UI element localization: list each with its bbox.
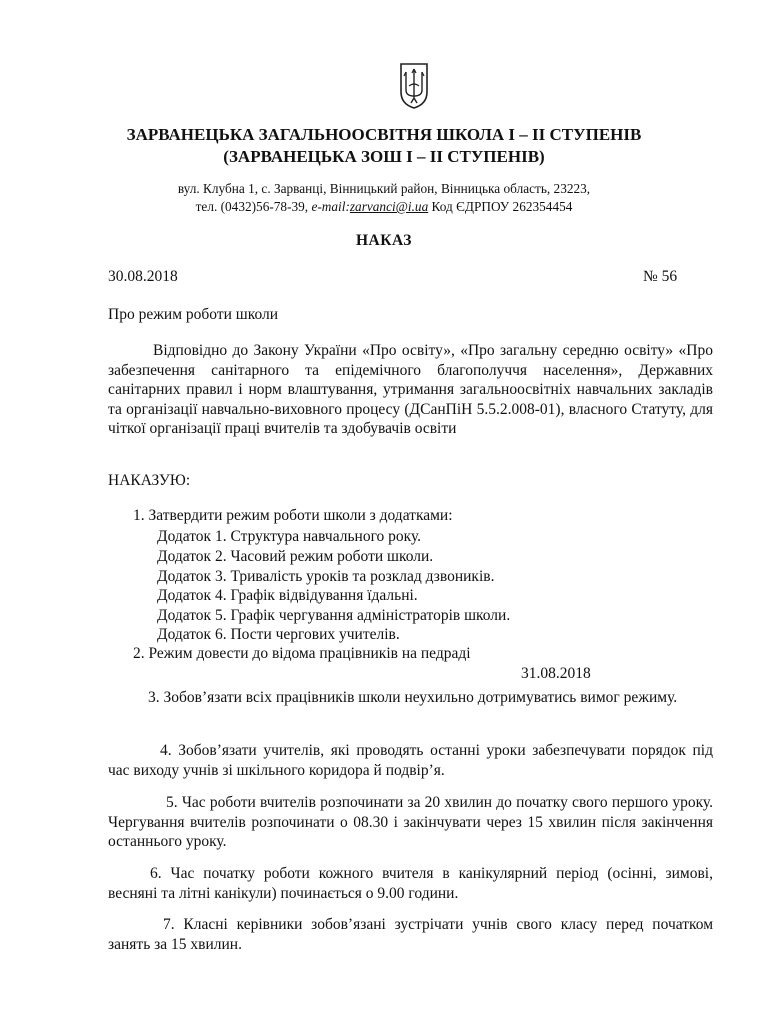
item-6: 6. Час початку роботи кожного вчителя в канікулярний період (осінні, зимові, весняні та літні канікули) починається о 9.00 години. (108, 865, 713, 902)
email-link[interactable]: zarvanci@i.ua (349, 199, 429, 214)
edrpou-code: Код ЄДРПОУ 262354454 (431, 199, 573, 214)
order-title: НАКАЗ (356, 232, 412, 249)
appendix-item: Додаток 6. Пости чергових учителів. (157, 626, 400, 643)
appendix-item: Додаток 4. Графік відвідування їдальні. (157, 587, 418, 604)
item-2: 2. Режим довести до відома працівників на педраді (133, 645, 471, 662)
order-directive-word: НАКАЗУЮ: (108, 472, 191, 489)
school-name-line1: ЗАРВАНЕЦЬКА ЗАГАЛЬНООСВІТНЯ ШКОЛА І – ІІ СТУПЕНІВ (126, 125, 642, 144)
order-subject: Про режим роботи школи (108, 306, 279, 323)
school-name-line2: (ЗАРВАНЕЦЬКА ЗОШ І – ІІ СТУПЕНІВ) (223, 147, 545, 166)
email-label: e-mail: (311, 199, 350, 214)
order-number: № 56 (643, 268, 678, 285)
item-5: 5. Час роботи вчителів розпочинати за 20 хвилин до початку свого першого уроку. Чергування вчителів розпочинати о 08.30 і закінчувати через 15 хвилин після закінчення останнього уроку. (108, 794, 713, 851)
appendix-item: Додаток 5. Графік чергування адміністраторів школи. (157, 607, 511, 624)
order-date: 30.08.2018 (108, 268, 178, 285)
appendix-item: Додаток 2. Часовий режим роботи школи. (157, 548, 434, 565)
trident-coat-of-arms-icon (399, 62, 429, 110)
item-4: 4. Зобов’язати учителів, які проводять останні уроки забезпечувати порядок під час виходу учнів зі шкільного коридора й подвір’я. (108, 742, 713, 779)
address-line: вул. Клубна 1, с. Зарванці, Вінницький район, Вінницька область, 23223, (177, 181, 591, 196)
item-7: 7. Класні керівники зобов’язані зустрічати учнів свого класу перед початком занять за 15 хвилин. (108, 916, 713, 953)
appendix-item: Додаток 3. Тривалість уроків та розклад дзвоників. (157, 568, 495, 585)
item-1: 1. Затвердити режим роботи школи з додатками: (133, 507, 453, 524)
contact-line (80, 198, 688, 216)
item-2-date: 31.08.2018 (521, 665, 591, 682)
phone-number: тел. (0432)56-78-39, (195, 199, 309, 214)
item-3: 3. Зобов’язати всіх працівників школи неухильно дотримуватись вимог режиму. (148, 689, 678, 706)
school-name (60, 124, 708, 168)
school-address (80, 180, 688, 216)
appendix-item: Додаток 1. Структура навчального року. (157, 528, 422, 545)
order-preamble: Відповідно до Закону України «Про освіту», «Про загальну середню освіту» «Про забезпечення санітарного та епідемічного благополуччя населення», Державних санітарних правил і норм влаштування, утримання загальноосвітніх навчальних закладів та організації навчально-виховного процесу (ДСанПіН 5.5.2.008-01), власного Статуту, для чіткої організації праці вчителів та здобувачів освіти (108, 342, 713, 438)
